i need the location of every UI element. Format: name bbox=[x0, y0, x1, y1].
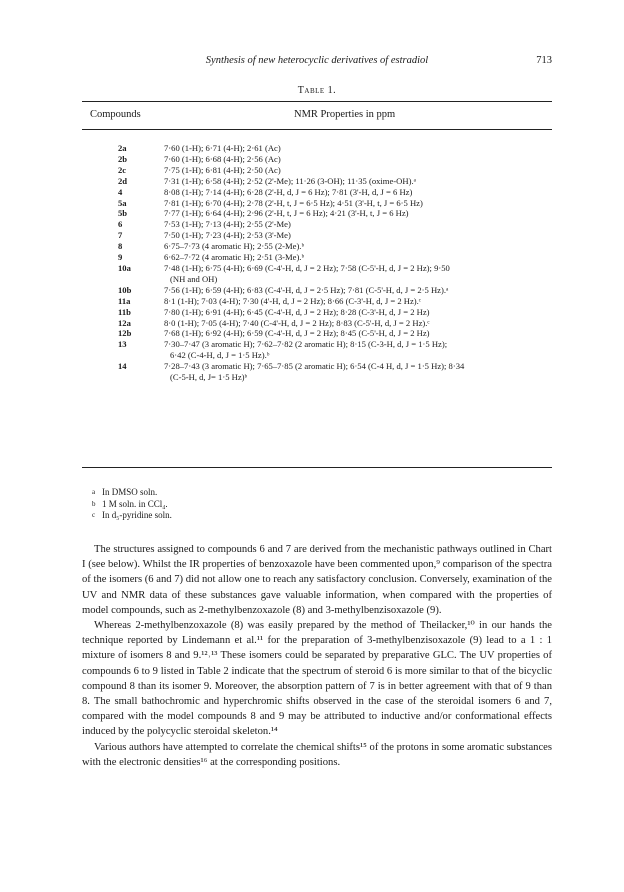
nmr-properties: (NH and OH) bbox=[170, 273, 218, 284]
nmr-properties: 7·80 (1-H); 6·91 (4-H); 6·45 (C-4'-H, d, J = 2 Hz); 8·28 (C-3'-H, d, J = 2 Hz) bbox=[164, 306, 430, 317]
table-row bbox=[82, 241, 552, 252]
nmr-properties: (C-5-H, d, J= 1·5 Hz)ᵇ bbox=[170, 372, 248, 383]
compound-id: 10a bbox=[118, 262, 131, 273]
table-row bbox=[82, 285, 552, 296]
body-paragraph: The structures assigned to compounds 6 and 7 are derived from the mechanistic pathways outlined in Chart I (see below). Whilst the IR properties of benzoxazole have been commented upon,⁹ comparison of the spectra of the isomers (6 and 7) did not allow one to reach any satisfactory conclusion. Conversely, examination of the UV and NMR data of these substances gave valuable information, when compared with the properties of model compounds, such as 2-methylbenzoxazole (8) and 3-methylbenzisoxazole (9). bbox=[82, 544, 552, 616]
footnote-text: 1 M soln. in CCl₄. bbox=[102, 498, 168, 509]
table-row bbox=[82, 230, 552, 241]
compound-id: 11b bbox=[118, 306, 131, 317]
table-footnotes bbox=[92, 487, 172, 522]
nmr-properties: 7·31 (1-H); 6·58 (4-H); 2·52 (2'-Me); 11·26 (3-OH); 11·35 (oxime-OH).ᵃ bbox=[164, 175, 416, 186]
running-header bbox=[82, 55, 552, 71]
compound-id: 14 bbox=[118, 361, 127, 372]
nmr-properties: 8·08 (1-H); 7·14 (4-H); 6·28 (2'-H, d, J = 6 Hz); 7·81 (3'-H, d, J = 6 Hz) bbox=[164, 186, 413, 197]
nmr-properties: 6·75–7·73 (4 aromatic H); 2·55 (2-Me).ᵇ bbox=[164, 241, 305, 252]
nmr-properties: 7·50 (1-H); 7·23 (4-H); 2·53 (3'-Me) bbox=[164, 230, 291, 241]
column-header-compounds: Compounds bbox=[90, 109, 141, 120]
table-row bbox=[82, 143, 552, 154]
table-row bbox=[82, 339, 552, 350]
footnote-mark: a bbox=[92, 488, 96, 496]
nmr-properties: 7·68 (1-H); 6·92 (4-H); 6·59 (C-4'-H, d, J = 2 Hz); 8·45 (C-5'-H, d, J = 2 Hz) bbox=[164, 328, 430, 339]
column-header-nmr: NMR Properties in ppm bbox=[294, 109, 396, 120]
compound-id: 10b bbox=[118, 284, 132, 295]
nmr-properties: 7·77 (1-H); 6·64 (4-H); 2·96 (2'-H, t, J = 6 Hz); 4·21 (3'-H, t, J = 6 Hz) bbox=[164, 208, 409, 219]
compound-id: 2d bbox=[118, 175, 128, 186]
nmr-properties: 7·28–7·43 (3 aromatic H); 7·65–7·85 (2 aromatic H); 6·54 (C-4 H, d, J = 1·5 Hz); 8·34 bbox=[164, 361, 465, 372]
table-row bbox=[82, 328, 552, 339]
compound-id: 12b bbox=[118, 328, 132, 339]
page-number: 713 bbox=[536, 55, 552, 66]
footnote-text: In d₅-pyridine soln. bbox=[102, 510, 172, 520]
compound-id: 2b bbox=[118, 153, 128, 164]
nmr-properties: 6·62–7·72 (4 aromatic H); 2·51 (3-Me).ᵇ bbox=[164, 252, 305, 263]
table-caption: Table 1. bbox=[297, 85, 337, 96]
nmr-properties: 8·0 (1-H); 7·05 (4-H); 7·40 (C-4'-H, d, J = 2 Hz); 8·83 (C-5'-H, d, J = 2 Hz).ᶜ bbox=[164, 317, 430, 328]
table-row bbox=[82, 198, 552, 209]
footnote bbox=[92, 510, 172, 522]
table-row bbox=[82, 154, 552, 165]
nmr-properties: 7·60 (1-H); 6·68 (4-H); 2·56 (Ac) bbox=[164, 153, 281, 164]
compound-id bbox=[82, 274, 164, 285]
table-row bbox=[82, 263, 552, 274]
table-row bbox=[82, 372, 552, 383]
table-bottom-rule bbox=[82, 467, 552, 468]
compound-id: 8 bbox=[118, 241, 123, 252]
table-row bbox=[82, 361, 552, 372]
body-paragraph: Whereas 2-methylbenzoxazole (8) was easily prepared by the method of Theilacker,¹⁰ in our hands the technique reported by Lindemann et al.¹¹ for the preparation of 3-methylbenzisoxazole (9) lead to a 1 : 1 mixture of isomers 8 and 9.¹²˒¹³ These isomers could be separated by preparative GLC. The UV properties of compounds 6 to 9 listed in Table 2 indicate that the spectrum of steroid 6 is more similar to that of the bicyclic compound 8 than its isomer 9. Moreover, the absorption pattern of 7 is in better agreement with that of 9 than 8. The small bathochromic and hyperchromic shifts observed in the case of the steroidal isomers 6 and 7, compared with the model compounds 8 and 9 may be attributed to inductive and/or conformational effects induced by the polycyclic steroidal skeleton.¹⁴ bbox=[82, 620, 552, 738]
compound-id: 5b bbox=[118, 208, 128, 219]
compound-id: 6 bbox=[118, 219, 123, 230]
table-row bbox=[82, 219, 552, 230]
body-paragraph: Various authors have attempted to correlate the chemical shifts¹⁵ of the protons in some aromatic substances with the electronic densities¹⁶ at the corresponding positions. bbox=[82, 741, 552, 768]
table-header-rule bbox=[82, 129, 552, 130]
nmr-properties: 7·30–7·47 (3 aromatic H); 7·62–7·82 (2 aromatic H); 8·15 (C-3-H, d, J = 1·5 Hz); bbox=[164, 339, 448, 350]
nmr-properties: 7·75 (1-H); 6·81 (4-H); 2·50 (Ac) bbox=[164, 164, 281, 175]
compound-id: 2c bbox=[118, 164, 127, 175]
nmr-properties: 6·42 (C-4-H, d, J = 1·5 Hz).ᵇ bbox=[170, 350, 270, 361]
table-row bbox=[82, 307, 552, 318]
nmr-properties: 7·81 (1-H); 6·70 (4-H); 2·78 (2'-H, t, J = 6·5 Hz); 4·51 (3'-H, t, J = 6·5 Hz) bbox=[164, 197, 423, 208]
table-top-rule bbox=[82, 101, 552, 102]
nmr-properties: 7·56 (1-H); 6·59 (4-H); 6·83 (C-4'-H, d, J = 2·5 Hz); 7·81 (C-5'-H, d, J = 2·5 Hz).ᵃ bbox=[164, 284, 449, 295]
table-row bbox=[82, 274, 552, 285]
compound-id: 4 bbox=[118, 186, 123, 197]
compound-id: 9 bbox=[118, 252, 123, 263]
table-row bbox=[82, 187, 552, 198]
footnote-mark: c bbox=[92, 511, 96, 519]
footnote bbox=[92, 499, 172, 511]
table-row bbox=[82, 296, 552, 307]
compound-id: 2a bbox=[118, 143, 127, 153]
nmr-properties: 7·48 (1-H); 6·75 (4-H); 6·69 (C-4'-H, d, J = 2 Hz); 7·58 (C-5'-H, d, J = 2 Hz); 9·50 bbox=[164, 262, 450, 273]
compound-id: 11a bbox=[118, 295, 131, 306]
compound-id: 5a bbox=[118, 197, 127, 208]
compound-id bbox=[82, 372, 164, 383]
table-body bbox=[82, 143, 552, 383]
compound-id: 13 bbox=[118, 339, 127, 350]
compound-id: 12a bbox=[118, 317, 131, 328]
nmr-properties: 7·53 (1-H); 7·13 (4-H); 2·55 (2'-Me) bbox=[164, 219, 291, 230]
nmr-properties: 8·1 (1-H); 7·03 (4-H); 7·30 (4'-H, d, J = 2 Hz); 8·66 (C-3'-H, d, J = 2 Hz).ᶜ bbox=[164, 295, 421, 306]
footnote bbox=[92, 487, 172, 499]
table-row bbox=[82, 176, 552, 187]
running-title: Synthesis of new heterocyclic derivatives of estradiol bbox=[205, 55, 429, 66]
table-row bbox=[82, 252, 552, 263]
footnote-mark: b bbox=[92, 499, 96, 508]
table-row bbox=[82, 318, 552, 329]
table-row bbox=[82, 350, 552, 361]
table-row bbox=[82, 208, 552, 219]
compound-id bbox=[82, 350, 164, 361]
table-row bbox=[82, 165, 552, 176]
body-text bbox=[82, 542, 552, 770]
footnote-text: In DMSO soln. bbox=[102, 487, 158, 497]
compound-id: 7 bbox=[118, 230, 123, 241]
nmr-properties: 7·60 (1-H); 6·71 (4-H); 2·61 (Ac) bbox=[164, 143, 281, 153]
